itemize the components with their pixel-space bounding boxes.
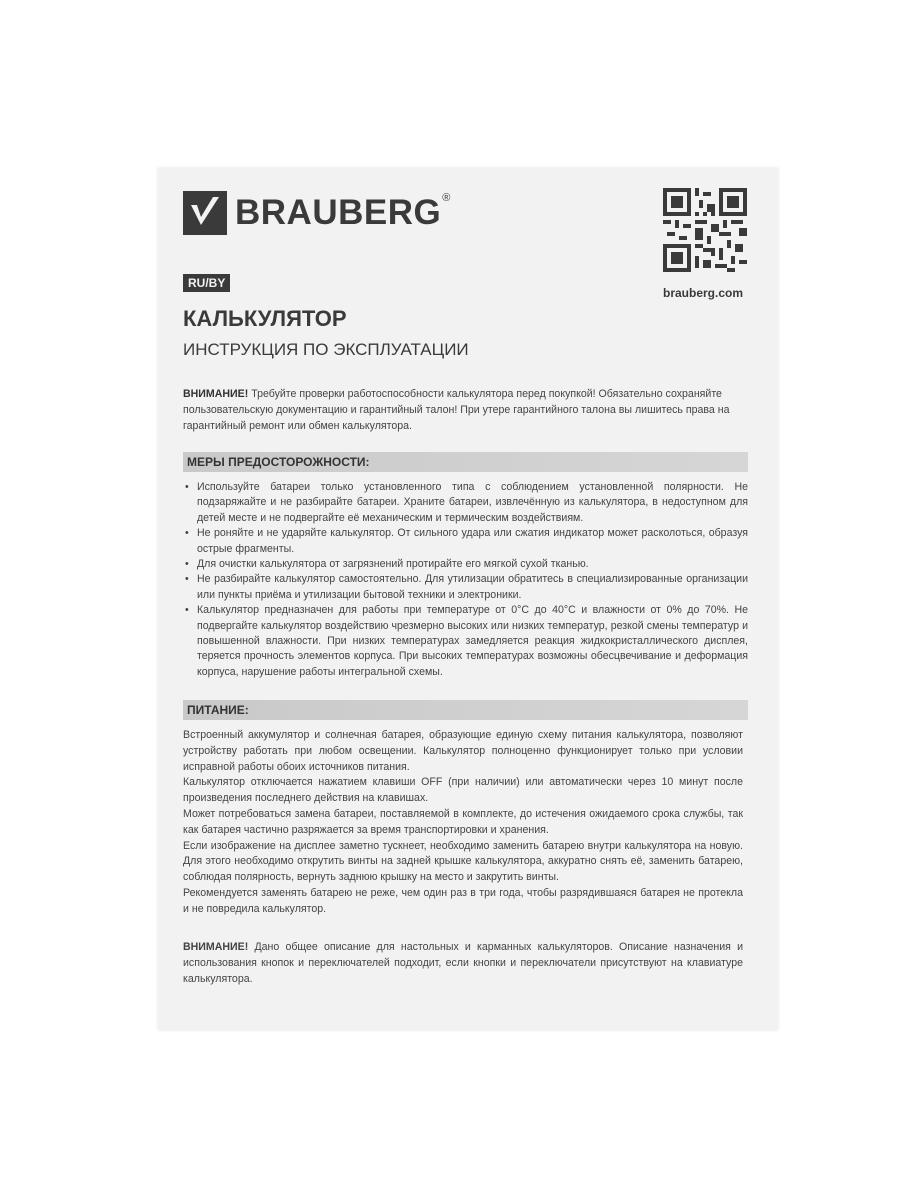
power-paragraph: Если изображение на дисплее заметно тускнеет, необходимо заменить батарею внутри калькулятора на новую. Для этого необходимо открутить винты на задней крышке калькулятора, аккуратно снять её, заменить батарею, соблюдая полярность, вернуть заднюю крышку на место и закрутить винты.: [183, 839, 743, 884]
language-badge: RU/BY: [183, 274, 230, 292]
brand-logo: [183, 190, 450, 236]
website-link[interactable]: brauberg.com: [662, 286, 743, 300]
brand-name: BRAUBERG: [235, 193, 442, 232]
list-item: • Используйте батареи только установленного типа с соблюдением установленной полярности. Не подзаряжайте и не разбирайте батареи. Храните батареи, извлечённую из калькулятора, в недоступном для детей месте и не подвергайте её механическим и термическим воздействиям.: [183, 480, 748, 526]
instruction-sheet: [158, 168, 778, 1030]
list-item: • Не разбирайте калькулятор самостоятельно. Для утилизации обратитесь в специализированные организации или пункты приёма и утилизации бытовой техники и электроники.: [183, 572, 748, 603]
registered-mark: ®: [442, 192, 451, 204]
power-paragraph: Может потребоваться замена батареи, поставляемой в комплекте, до истечения ожидаемого срока службы, так как батарея частично разряжается за время транспортировки и хранения.: [183, 807, 743, 836]
checkmark-logo-icon: [183, 191, 227, 235]
power-paragraph: Калькулятор отключается нажатием клавиши OFF (при наличии) или автоматически через 10 минут после произведения последнего действия на клавишах.: [183, 776, 743, 805]
warning-text: Требуйте проверки работоспособности калькулятора перед покупкой! Обязательно сохраняйте пользовательскую документацию и гарантийный талон! При утере гарантийного талона вы лишитесь права на гарантийный ремонт или обмен калькулятора.: [183, 388, 730, 432]
power-paragraph: Рекомендуется заменять батарею не реже, чем один раз в три года, чтобы разрядившаяся батарея не протекла и не повредила калькулятор.: [183, 886, 743, 915]
warning-paragraph: [183, 386, 743, 434]
qr-code-icon: [663, 188, 747, 272]
precautions-list: [183, 480, 748, 680]
note-text: Дано общее описание для настольных и карманных калькуляторов. Описание назначения и использования кнопок и переключателей подходит, если кнопки и переключатели присутствуют на клавиатуре калькулятора.: [183, 941, 743, 985]
page-subtitle: ИНСТРУКЦИЯ ПО ЭКСПЛУАТАЦИИ: [183, 340, 469, 359]
warning-label: ВНИМАНИЕ!: [183, 388, 249, 400]
precautions-heading: МЕРЫ ПРЕДОСТОРОЖНОСТИ:: [183, 452, 748, 472]
list-item: • Калькулятор предназначен для работы при температуре от 0°С до 40°С и влажности от 0% до 70%. Не подвергайте калькулятор воздействию чрезмерно высоких или низких температур, резкой смены температур и повышенной влажности. При низких температурах замедляется реакция жидкокристаллического дисплея, теряется прочность элементов корпуса. При высоких температурах возможны обесцвечивание и деформация корпуса, нарушение работы интегральной схемы.: [183, 603, 748, 680]
power-section: [183, 728, 743, 918]
page-title: КАЛЬКУЛЯТОР: [183, 306, 347, 331]
power-paragraph: Встроенный аккумулятор и солнечная батарея, образующие единую схему питания калькулятора, позволяют устройству работать при любом освещении. Калькулятор полноценно функционирует только при условии исправной работы обоих источников питания.: [183, 729, 743, 773]
list-item: • Для очистки калькулятора от загрязнений протирайте его мягкой сухой тканью.: [183, 557, 748, 572]
power-heading: ПИТАНИЕ:: [183, 700, 748, 720]
note-label: ВНИМАНИЕ!: [183, 941, 249, 953]
note-paragraph: [183, 940, 743, 987]
list-item: • Не роняйте и не ударяйте калькулятор. От сильного удара или сжатия индикатор может расколоться, образуя острые фрагменты.: [183, 526, 748, 557]
